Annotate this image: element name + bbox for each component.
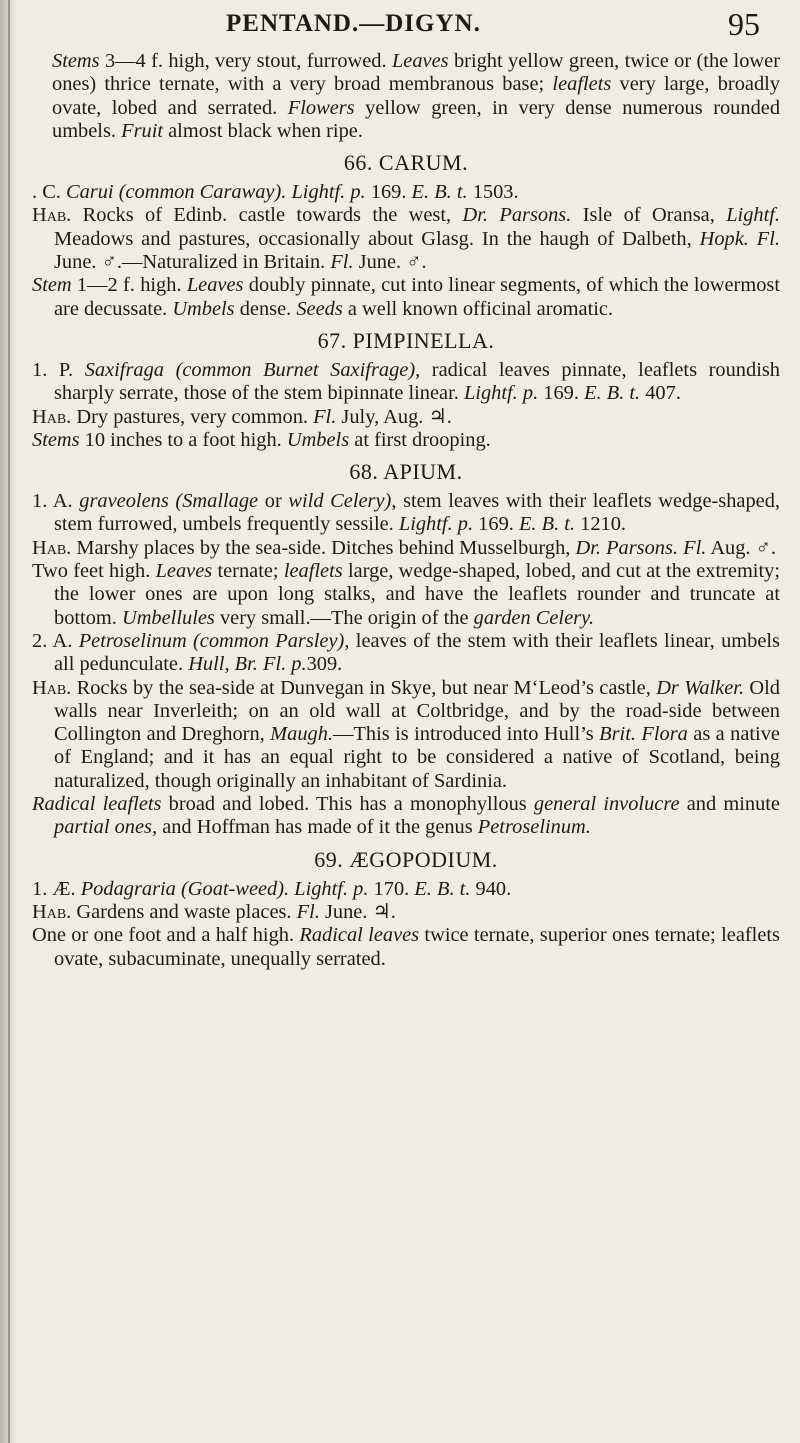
- running-head: PENTAND.—DIGYN.: [226, 10, 481, 37]
- heading-carum: 66. CARUM.: [343, 150, 469, 176]
- description-aegopodium: One or one foot and a half high. Radical leaves twice ternate, superior ones ternate; leaflets ovate, subacuminate, unequally serrated.: [32, 924, 780, 970]
- habitat-apium-petroselinum: Hab. Rocks by the sea-side at Dunvegan in Skye, but near M‘Leod’s castle, Dr Walker. Old walls near Inverleith; on an old wall at Coltbridge, and by the road-side between Collington and Dreghorn, Maugh.—This is introduced into Hull’s Brit. Flora as a native of England; and it has an equal right to be considered a native of Scotland, being naturalized, though originally an inhabitant of Sardinia.: [32, 676, 781, 792]
- habitat-apium-graveolens: Hab. Marshy places by the sea-side. Ditches behind Musselburgh, Dr. Parsons. Fl. Aug. ♂.: [32, 536, 777, 559]
- page-header: [60, 4, 760, 44]
- heading-aegopodium: 69. ÆGOPODIUM.: [314, 846, 498, 872]
- heading-pimpinella: 67. PIMPINELLA.: [317, 327, 495, 353]
- heading-apium: 68. APIUM.: [349, 459, 463, 485]
- entry-apium-petroselinum: 2. A. Petroselinum (common Parsley), leaves of the stem with their leaflets linear, umbels all pedunculate. Hull, Br. Fl. p.309.: [32, 629, 780, 676]
- habitat-pimpinella: Hab. Dry pastures, very common. Fl. July, Aug. ♃.: [32, 405, 452, 428]
- description-apium-graveolens: Two feet high. Leaves ternate; leaflets large, wedge-shaped, lobed, and cut at the extremity; the lower ones are upon long stalks, and have the leaflets rounder and truncate at bottom. Umbellules very small.—The origin of the garden Celery.: [32, 560, 781, 629]
- page-body: [32, 50, 780, 971]
- gutter-line: [8, 0, 10, 1443]
- intro-paragraph: Stems 3—4 f. high, very stout, furrowed. Leaves bright yellow green, twice or (the lower ones) thrice ternate, with a very broad membranous base; leaflets very large, broadly ovate, lobed and serrated. Flowers yellow green, in very dense numerous rounded umbels. Fruit almost black when ripe.: [52, 50, 781, 142]
- page-number: 95: [728, 6, 760, 42]
- description-pimpinella: Stems 10 inches to a foot high. Umbels at first drooping.: [32, 428, 491, 451]
- habitat-aegopodium: Hab. Gardens and waste places. Fl. June. ♃.: [32, 900, 396, 923]
- entry-pimpinella-saxifraga: 1. P. Saxifraga (common Burnet Saxifrage), radical leaves pinnate, leaflets roundish sharply serrate, those of the stem bipinnate linear. Lightf. p. 169. E. B. t. 407.: [32, 358, 780, 405]
- habitat-carum: Hab. Rocks of Edinb. castle towards the west, Dr. Parsons. Isle of Oransa, Lightf. Meadows and pastures, occasionally about Glasg. In the haugh of Dalbeth, Hopk. Fl. June. ♂.—Naturalized in Britain. Fl. June. ♂.: [32, 204, 781, 274]
- entry-carum-carui: . C. Carui (common Caraway). Lightf. p. 169. E. B. t. 1503.: [32, 181, 519, 204]
- description-apium-petroselinum: Radical leaflets broad and lobed. This has a monophyllous general involucre and minute partial ones, and Hoffman has made of it the genus Petroselinum.: [32, 793, 780, 839]
- description-carum: Stem 1—2 f. high. Leaves doubly pinnate, cut into linear segments, of which the lowermost are decussate. Umbels dense. Seeds a well known officinal aromatic.: [32, 274, 780, 320]
- entry-apium-graveolens: 1. A. graveolens (Smallage or wild Celery), stem leaves with their leaflets wedge-shaped, stem furrowed, umbels frequently sessile. Lightf. p. 169. E. B. t. 1210.: [32, 490, 781, 536]
- entry-aegopodium-podagraria: 1. Æ. Podagraria (Goat-weed). Lightf. p. 170. E. B. t. 940.: [32, 877, 512, 900]
